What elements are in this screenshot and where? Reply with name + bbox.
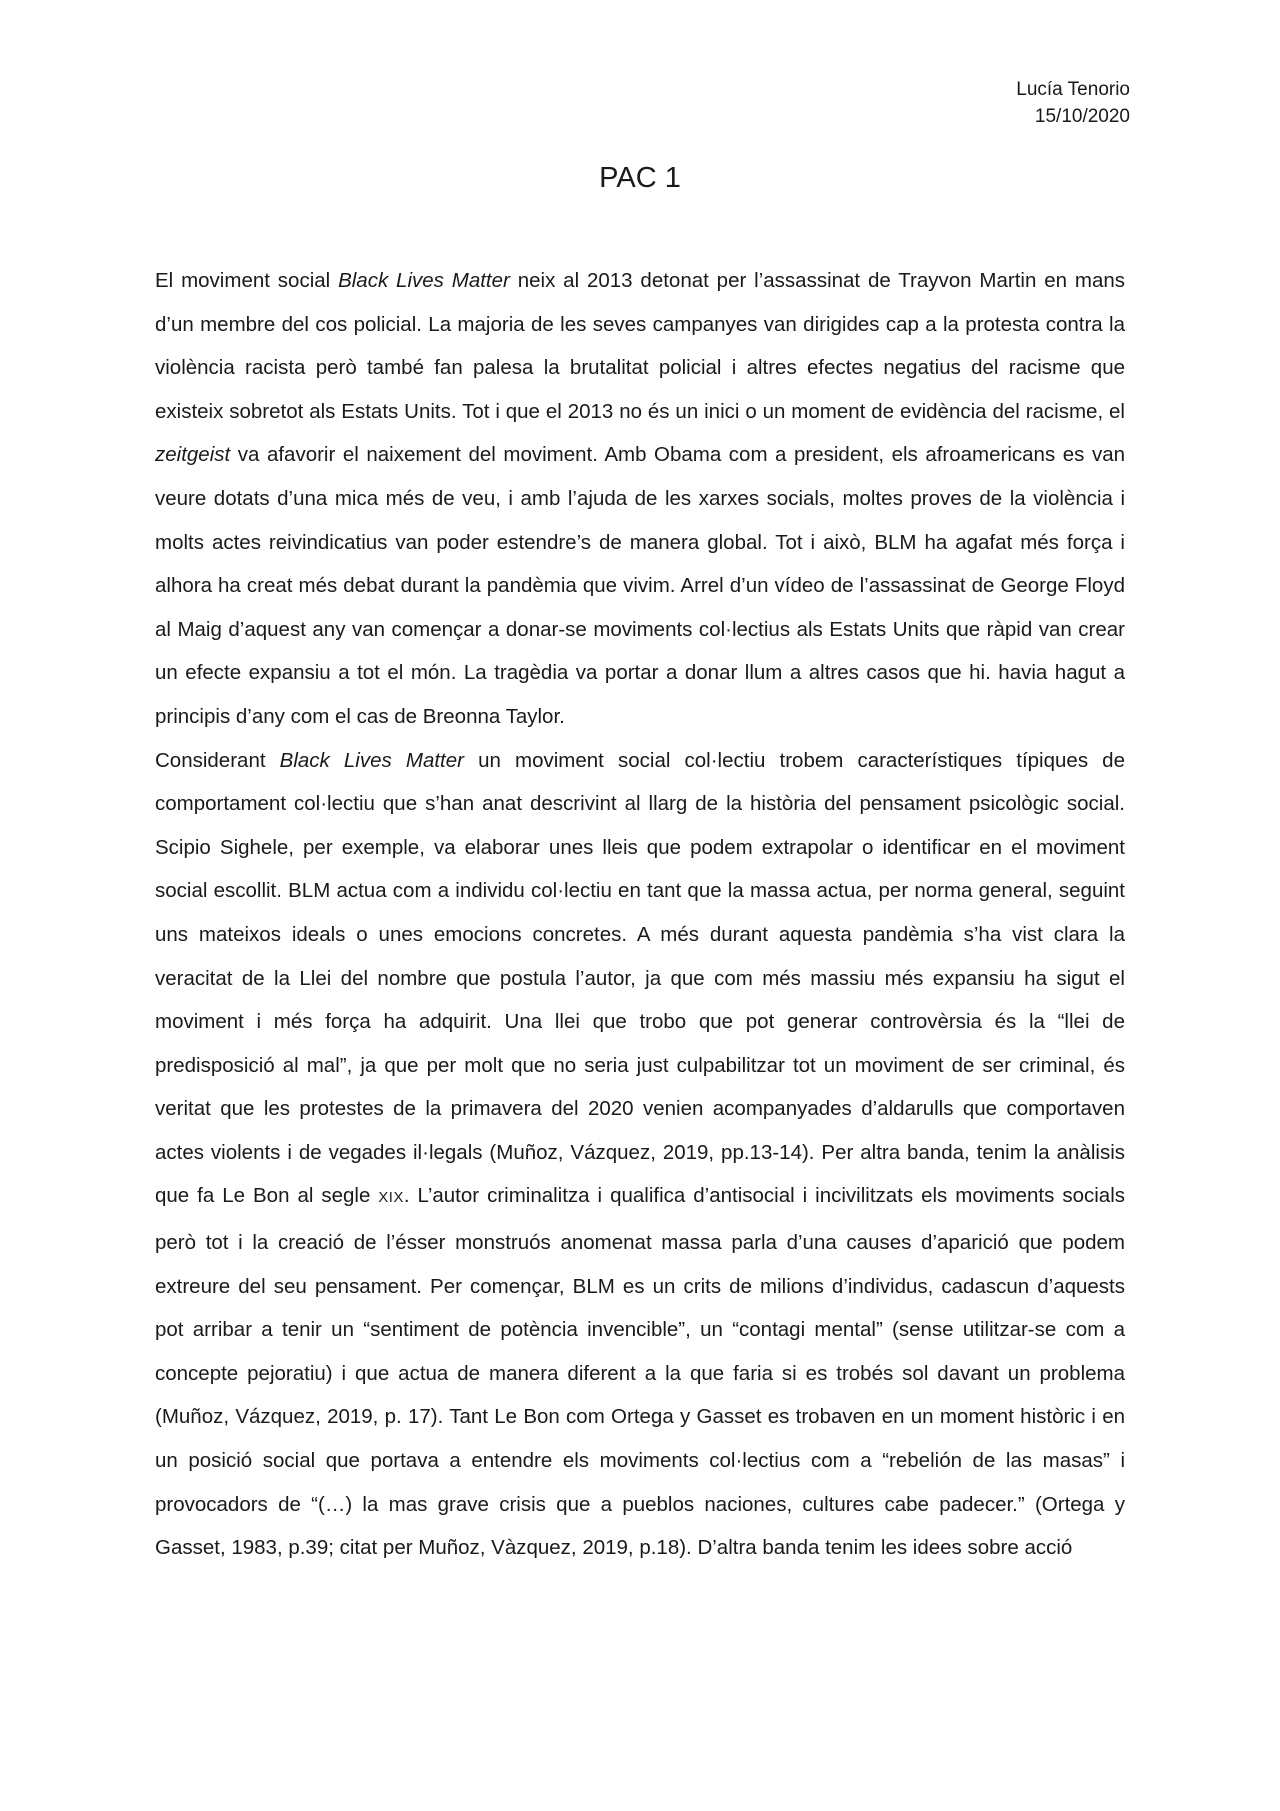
paragraph-text: . L’autor criminalitza i qualifica d’antisocial i incivilitzats els moviments socials però tot i la creació de l’ésser monstruós anomenat massa parla d’una causes d’aparició que podem extreure del seu pensament. Per començar, BLM es un crits de milions d’individus, cadascun d’aquests pot arribar a tenir un “sentiment de potència invencible”, un “contagi mental” (sense utilitzar-se com a concepte pejoratiu) i que actua de manera diferent a la que faria si es trobés sol davant un problema (Muñoz, Vázquez, 2019, p. 17). Tant Le Bon com Ortega y Gasset es trobaven en un moment històric i en un posició social que portava a entendre els moviments col·lectius com a “rebelión de las masas” i provocadors de “(…) la mas grave crisis que a pueblos naciones, cultures cabe padecer.” (Ortega y Gasset, 1983, p.39; citat per Muñoz, Vàzquez, 2019, p.18). D’altra banda tenim les idees sobre acció bbox=[155, 1184, 1125, 1560]
page-title: PAC 1 bbox=[599, 162, 681, 194]
century-numeral: XIX bbox=[378, 1190, 404, 1207]
italic-term: Black Lives Matter bbox=[338, 269, 510, 292]
paragraph bbox=[155, 259, 1125, 739]
paragraph-text: Considerant bbox=[155, 748, 280, 772]
italic-term: zeitgeist bbox=[155, 443, 231, 467]
paragraph bbox=[155, 739, 1125, 1570]
document-date: 15/10/2020 bbox=[1034, 106, 1130, 127]
author-name: Lucía Tenorio bbox=[1016, 79, 1130, 100]
paragraph-text: El moviment social bbox=[155, 269, 339, 292]
paragraph-text: va afavorir el naixement del moviment. Amb Obama com a president, els afroamericans es van veure dotats d’una mica més de veu, i amb l’ajuda de les xarxes socials, moltes proves de la violència i molts actes reivindicatius van poder estendre’s de manera global. Tot i això, BLM ha agafat més força i alhora ha creat més debat durant la pandèmia que vivim. Arrel d’un vídeo de l’assassinat de George Floyd al Maig d’aquest any van començar a donar-se moviments col·lectius als Estats Units que ràpid van crear un efecte expansiu a tot el món. La tragèdia va portar a donar llum a altres casos que hi. havia hagut a principis d’any com el cas de Breonna Taylor. bbox=[155, 443, 1125, 728]
paragraph-text: neix al 2013 detonat per l’assassinat de Trayvon Martin en mans d’un membre del cos policial. La majoria de les seves campanyes van dirigides cap a la protesta contra la violència racista però també fan palesa la brutalitat policial i altres efectes negatius del racisme que existeix sobretot als Estats Units. Tot i que el 2013 no és un inici o un moment de evidència del racisme, el bbox=[155, 269, 1125, 423]
paragraph-text: un moviment social col·lectiu trobem característiques típiques de comportament col·lectiu que s’han anat descrivint al llarg de la història del pensament psicològic social. Scipio Sighele, per exemple, va elaborar unes lleis que podem extrapolar o identificar en el moviment social escollit. BLM actua com a individu col·lectiu en tant que la massa actua, per norma general, seguint uns mateixos ideals o unes emocions concretes. A més durant aquesta pandèmia s’ha vist clara la veracitat de la Llei del nombre que postula l’autor, ja que com més massiu més expansiu ha sigut el moviment i més força ha adquirit. Una llei que trobo que pot generar controvèrsia és la “llei de predisposició al mal”, ja que per molt que no seria just culpabilitzar tot un moviment de ser criminal, és veritat que les protestes de la primavera del 2020 venien acompanyades d’aldarulls que comportaven actes violents i de vegades il·legals (Muñoz, Vázquez, 2019, pp.13-14). Per altra banda, tenim la anàlisis que fa Le Bon al segle bbox=[155, 748, 1125, 1208]
document-body bbox=[155, 259, 1125, 1570]
italic-term: Black Lives Matter bbox=[279, 748, 464, 772]
document-header bbox=[1016, 76, 1130, 130]
